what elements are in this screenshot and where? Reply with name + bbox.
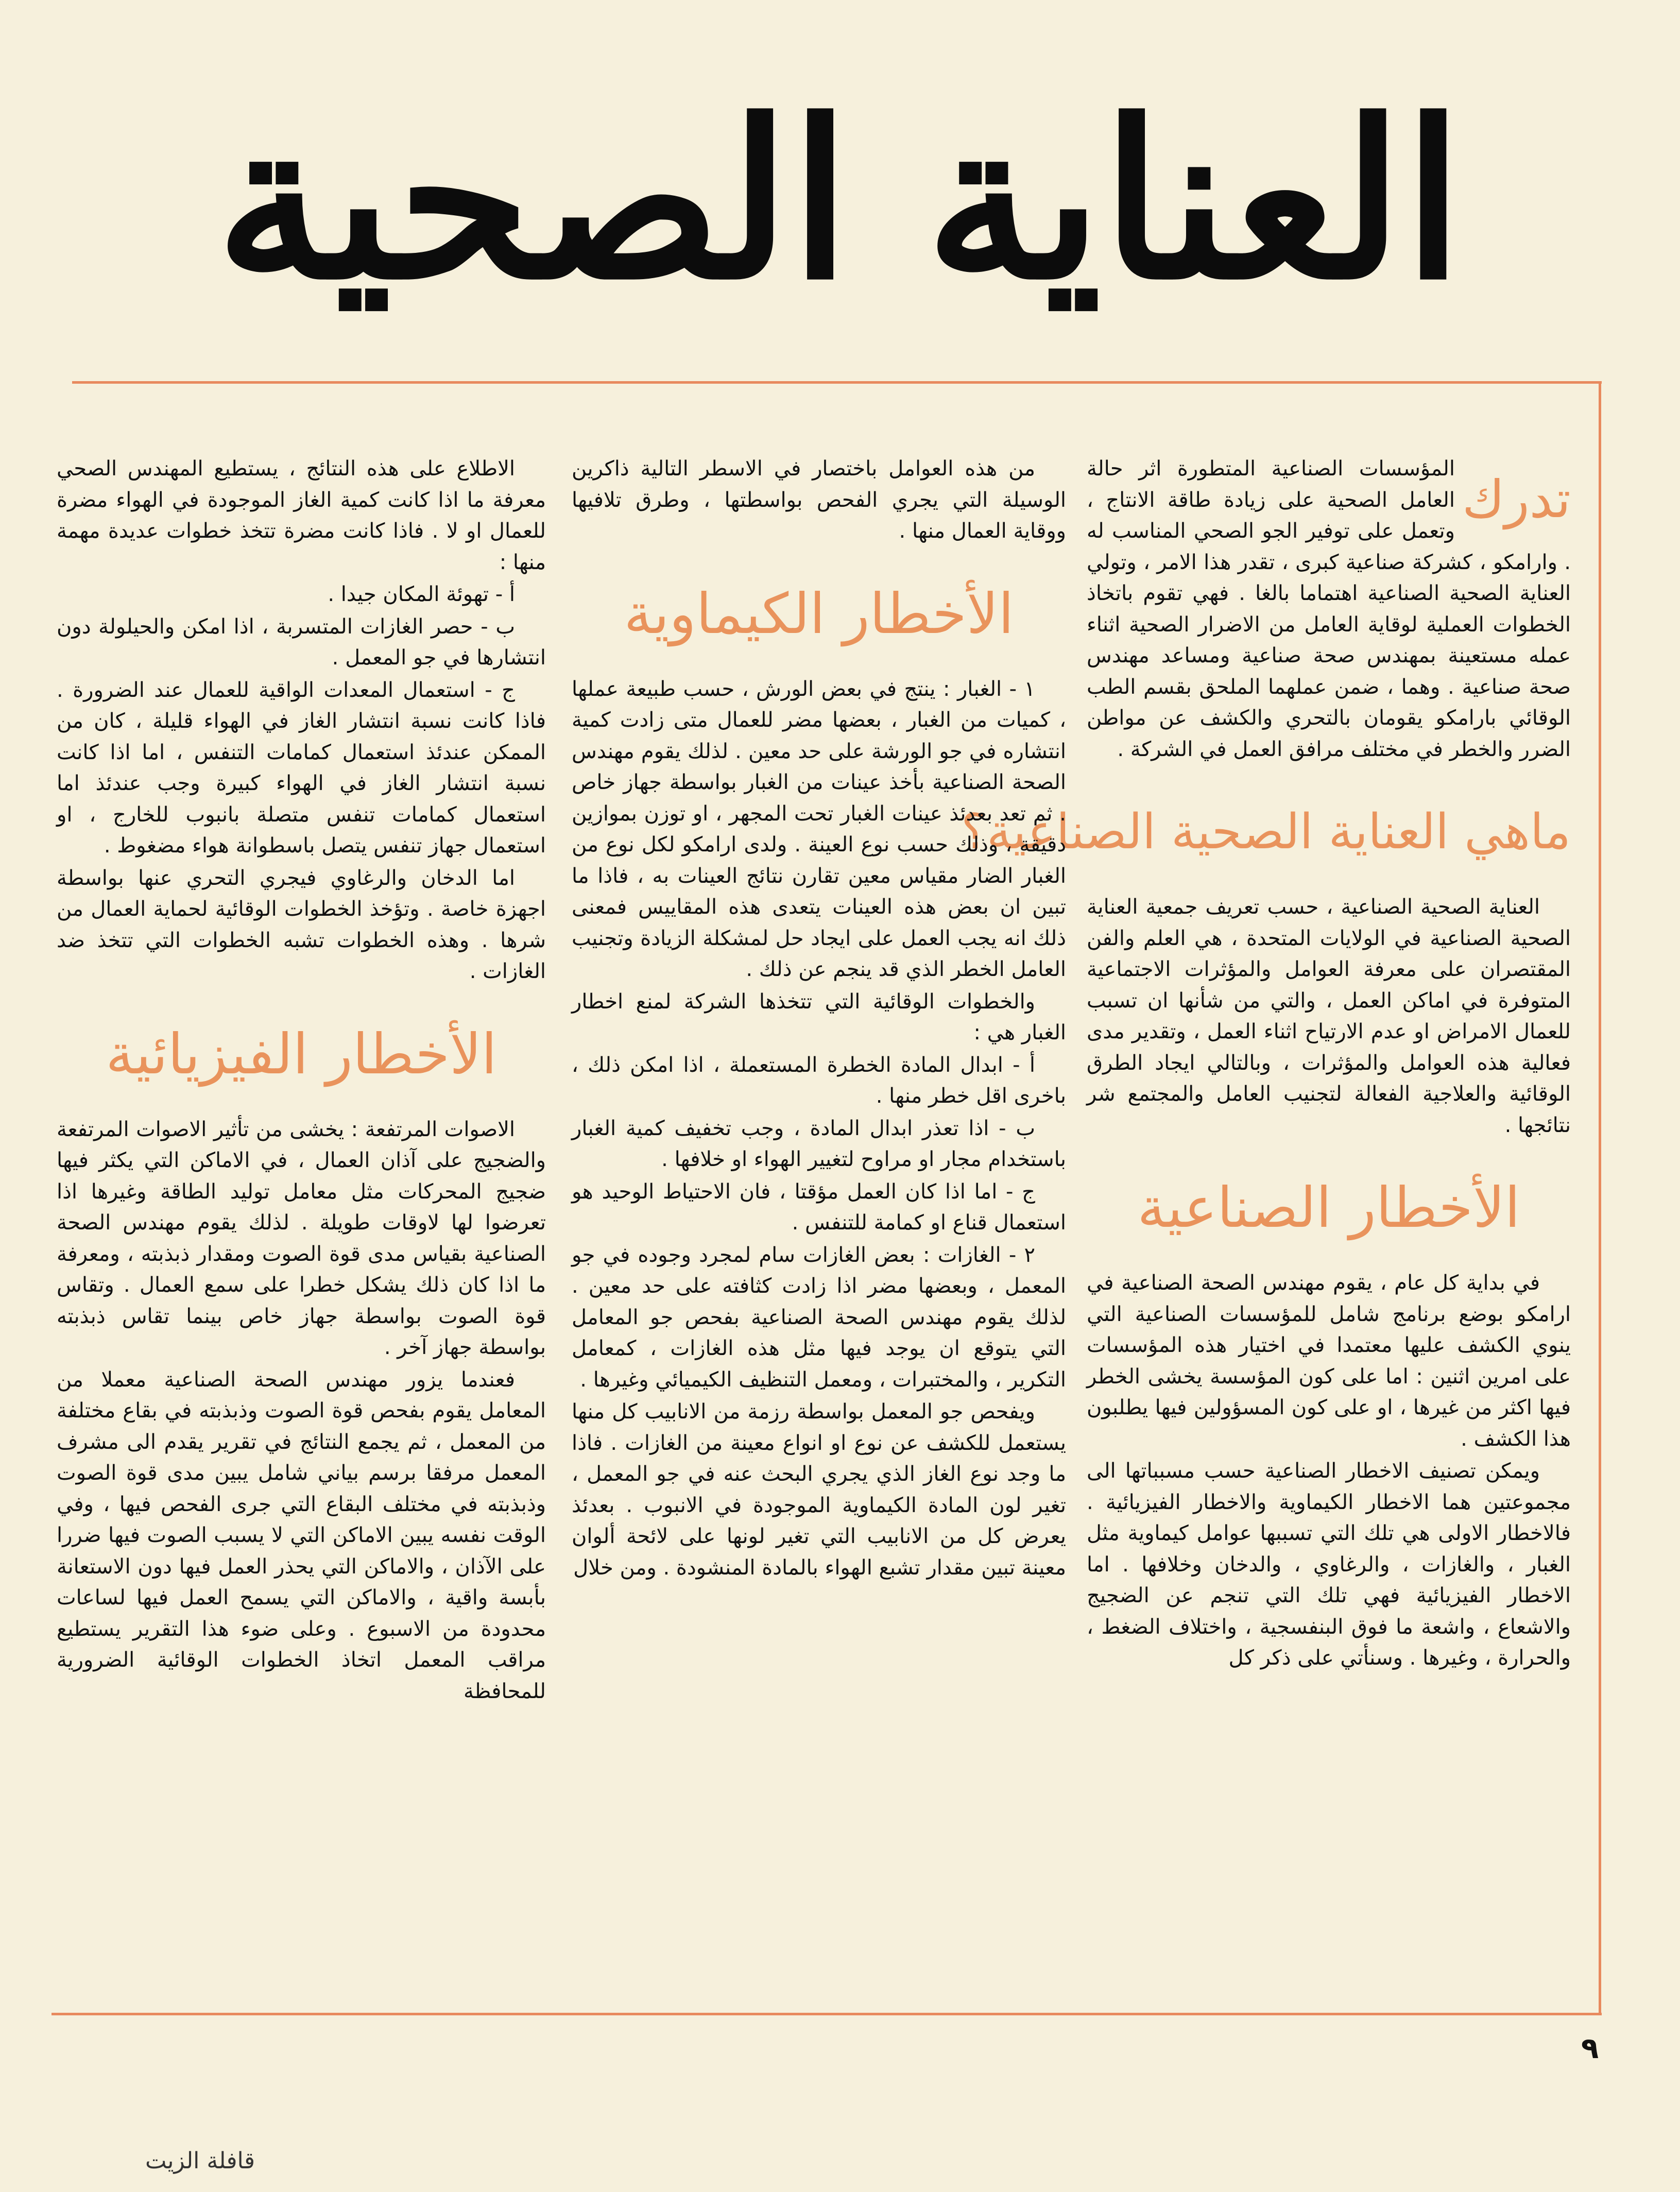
article-column-middle [572,453,1066,1973]
article-paragraph: من هذه العوامل باختصار في الاسطر التالية ذاكرين الوسيلة التي يجري الفحص بواسطتها ، وطرق تلافيها ووقاية العمال منها . [572,457,1066,543]
column-body [57,453,546,1707]
frame-rule-bottom [52,2013,1602,2015]
article-column-left [57,453,546,1973]
article-paragraph: والخطوات الوقائية التي تتخذها الشركة لمنع اخطار الغبار هي : [572,989,1066,1044]
article-paragraph: ب - حصر الغازات المتسربة ، اذا امكن والحيلولة دون انتشارها في جو المعمل . [57,614,546,670]
section-heading: ماهي العناية الصحية الصناعية؟ [961,804,1571,860]
column-body [961,453,1571,1674]
article-paragraph: الاصوات المرتفعة : يخشى من تأثير الاصوات المرتفعة والضجيج على آذان العمال ، في الاماكن التي يكثر فيها ضجيج المحركات مثل معامل توليد الطاقة وغيرها اذا تعرضوا لها لاوقات طويلة . لذلك يقوم مهندس الصحة الصناعية بقياس مدى قوة الصوت ومقدار ذبذبته ، ومعرفة ما اذا كان ذلك يشكل خطرا على سمع العمال . وتقاس قوة الصوت بواسطة جهاز خاص بينما تقاس ذبذبته بواسطة جهاز آخر . [57,1117,546,1359]
section-heading: الأخطار الكيماوية [624,581,1014,646]
column-body [572,453,1066,1583]
article-paragraph: ويمكن تصنيف الاخطار الصناعية حسب مسبباتها الى مجموعتين هما الاخطار الكيماوية والاخطار الفيزيائية . فالاخطار الاولى هي تلك التي تسببها عوامل كيماوية مثل الغبار ، والغازات ، والرغاوي ، والدخان وخلافها . اما الاخطار الفيزيائية فهي تلك التي تنجم عن الضجيج والاشعاع ، واشعة ما فوق البنفسجية ، واختلاف الضغط ، والحرارة ، وغيرها . وسنأتي على ذكر كل [1087,1459,1571,1670]
article-paragraph: ٢ - الغازات : بعض الغازات سام لمجرد وجوده في جو المعمل ، وبعضها مضر اذا زادت كثافته على حد معين . لذلك يقوم مهندس الصحة الصناعية بفحص جو المعامل التي يتوقع ان يوجد فيها مثل هذه الغازات ، كمعامل التكرير ، والمختبرات ، ومعمل التنظيف الكيميائي وغيرها . [572,1243,1066,1392]
article-paragraph: ج - استعمال المعدات الواقية للعمال عند الضرورة . فاذا كانت نسبة انتشار الغاز في الهواء قليلة ، كان من الممكن عندئذ استعمال كمامات التنفس ، اما اذا كانت نسبة انتشار الغاز في الهواء كبيرة وجب عندئذ اما استعمال كمامات تنفس متصلة بانبوب للخارج ، او استعمال جهاز تنفس يتصل باسطوانة هواء مضغوط . [57,678,546,858]
section-heading: الأخطار الفيزيائية [106,1022,497,1087]
article-paragraph: أ - ابدال المادة الخطرة المستعملة ، اذا امكن ذلك ، باخرى اقل خطر منها . [572,1053,1066,1108]
frame-rule-top [72,381,1602,384]
article-paragraph: فعندما يزور مهندس الصحة الصناعية معملا من المعامل يقوم بفحص قوة الصوت وذبذبته في بقاع مختلفة من المعمل ، ثم يجمع النتائج في تقرير يقدم الى مشرف المعمل مرفقا برسم بياني شامل يبين مدى قوة الصوت وذبذبته في مختلف البقاع التي جرى الفحص فيها ، وفي الوقت نفسه يبين الاماكن التي لا يسبب الصوت فيها ضررا على الآذان ، والاماكن التي يحذر العمل فيها دون الاستعانة بأبسة واقية ، والاماكن التي يسمح العمل فيها لساعات محدودة من الاسبوع . وعلى ضوء هذا التقرير يستطيع مراقب المعمل اتخاذ الخطوات الوقائية الضرورية للمحافظة [57,1367,546,1703]
intro-drop-heading: تدرك [1462,469,1571,529]
article-paragraph: الاطلاع على هذه النتائج ، يستطيع المهندس الصحي معرفة ما اذا كانت كمية الغاز الموجودة في الهواء مضرة للعمال او لا . فاذا كانت مضرة تتخذ خطوات عديدة مهمة منها : [57,457,546,574]
page-number: ٩ [1581,2032,1599,2065]
article-paragraph: ١ - الغبار : ينتج في بعض الورش ، حسب طبيعة عملها ، كميات من الغبار ، بعضها مضر للعمال متى زادت كمية انتشاره في جو الورشة على حد معين . لذلك يقوم مهندس الصحة الصناعية بأخذ عينات من الغبار بواسطة جهاز خاص . ثم تعد بعدئذ عينات الغبار تحت المجهر ، او توزن بموازين دقيقة ، وذلك حسب نوع العينة . ولدى ارامكو لكل نوع من الغبار الضار مقياس معين تقارن نتائج العينات به ، فاذا ما تبين ان بعض هذه العينات يتعدى هذه المقاييس فمعنى ذلك انه يجب العمل على ايجاد حل لمشكلة الزيادة وتجنيب العامل الخطر الذي قد ينجم عن ذلك . [572,677,1066,981]
article-paragraph: أ - تهوئة المكان جيدا . [328,583,515,606]
article-paragraph: ج - اما اذا كان العمل مؤقتا ، فان الاحتياط الوحيد هو استعمال قناع او كمامة للتنفس . [572,1179,1066,1235]
footer-magazine-name: قافلة الزيت [145,2148,255,2174]
article-paragraph: ب - اذا تعذر ابدال المادة ، وجب تخفيف كمية الغبار باستخدام مجار او مراوح لتغيير الهواء او خلافها . [572,1116,1066,1171]
article-paragraph: المؤسسات الصناعية المتطورة اثر حالة العامل الصحية على زيادة طاقة الانتاج ، وتعمل على توفير الجو الصحي المناسب له . وارامكو ، كشركة صناعية كبرى ، تقدر هذا الامر ، وتولي العناية الصحية الصناعية اهتماما بالغا . فهي تقوم باتخاذ الخطوات العملية لوقاية العامل من الاضرار الصحية اثناء عمله مستعينة بمهندس صحة صناعية ومساعد مهندس صحة صناعية . وهما ، ضمن عملهما الملحق بقسم الطب الوقائي بارامكو يقومان بالتحري والكشف عن مواطن الضرر والخطر في مختلف مرافق العمل في الشركة . [1087,457,1571,761]
article-paragraph: العناية الصحية الصناعية ، حسب تعريف جمعية العناية الصحية الصناعية في الولايات المتحدة ، هي العلم والفن المقتصران على معرفة العوامل والمؤثرات الاجتماعية المتوفرة في اماكن العمل ، والتي من شأنها ان تسبب للعمال الامراض او عدم الارتياح اثناء العمل ، وتقدير مدى فعالية هذه العوامل والمؤثرات ، وبالتالي ايجاد الطرق الوقائية والعلاجية الفعالة لتجنيب العامل والمجتمع شر نتائجها . [1087,895,1571,1137]
article-paragraph: اما الدخان والرغاوي فيجري التحري عنها بواسطة اجهزة خاصة . وتؤخذ الخطوات الوقائية لحماية العمال من شرها . وهذه الخطوات تشبه الخطوات التي تتخذ ضد الغازات . [57,866,546,983]
page-title: العناية الصحية [215,74,1464,328]
frame-rule-right [1599,381,1601,2014]
section-heading: الأخطار الصناعية [1137,1176,1520,1240]
article-paragraph: في بداية كل عام ، يقوم مهندس الصحة الصناعية في ارامكو بوضع برنامج شامل للمؤسسات الصناعية التي ينوي الكشف عليها معتمدا في اختيار هذه المؤسسات على امرين اثنين : اما على كون المؤسسة يخشى الخطر فيها اكثر من غيرها ، او على كون المسؤولين فيها يطلبون هذا الكشف . [1087,1271,1571,1451]
article-column-right [961,453,1571,1973]
article-paragraph: ويفحص جو المعمل بواسطة رزمة من الانابيب كل منها يستعمل للكشف عن نوع او انواع معينة من الغازات . فاذا ما وجد نوع الغاز الذي يجري البحث عنه في جو المعمل ، تغير لون المادة الكيماوية الموجودة في الانبوب . بعدئذ يعرض كل من الانابيب التي تغير لونها على لائحة ألوان معينة تبين مقدار تشبع الهواء بالمادة المنشودة . ومن خلال [572,1400,1066,1580]
